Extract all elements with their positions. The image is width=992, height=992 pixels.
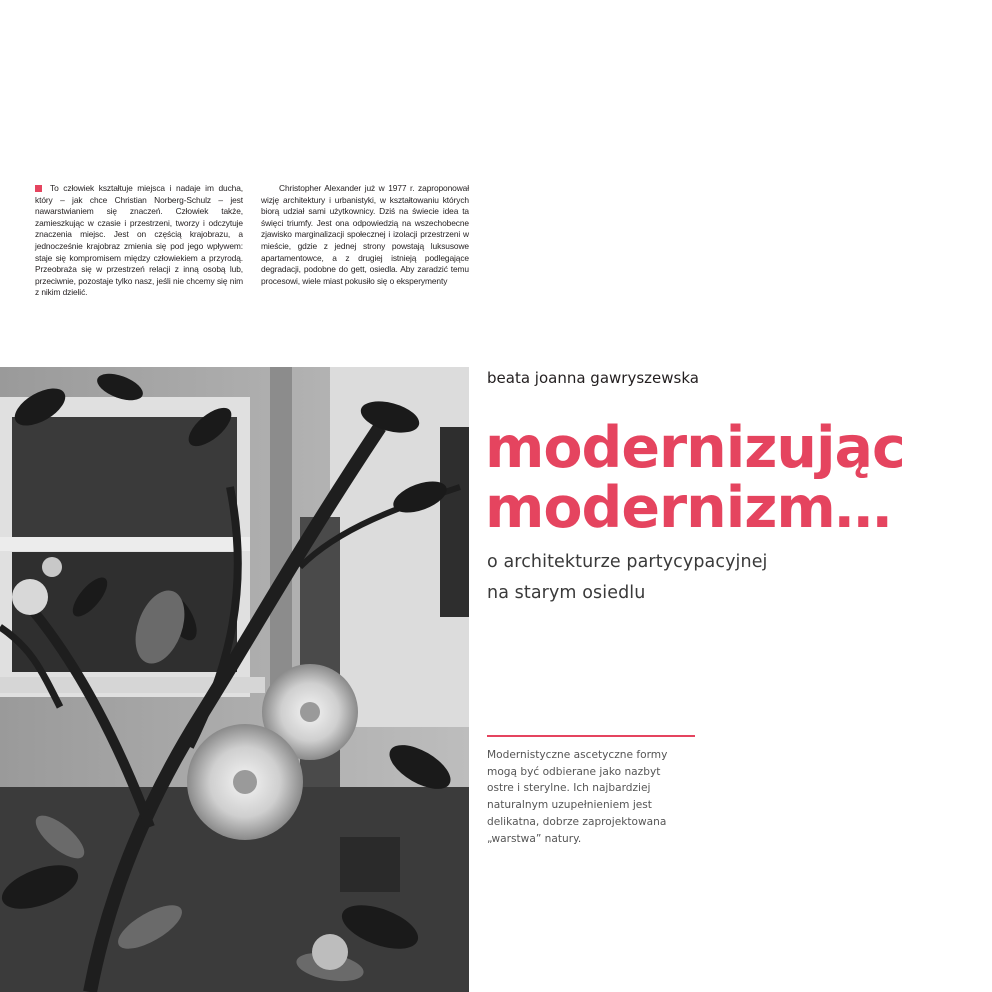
caption-divider xyxy=(487,735,695,737)
body-column-2 xyxy=(261,183,469,287)
caption-line: mogą być odbierane jako nazbyt xyxy=(487,765,661,778)
garden-photo xyxy=(0,367,469,992)
article-title-line-1: modernizując xyxy=(485,415,905,481)
article-title-line-2: modernizm… xyxy=(485,475,891,541)
body-column-1-text: To człowiek kształtuje miejsca i nadaje im ducha, który – jak chce Christian Norberg-Schulz – jest nawarstwianiem się znaczeń. Człowiek także, zamieszkując w czasie i przestrzeni, tworzy i odczytuje znaczenia miejsc. Jest on częścią krajobrazu, a jednocześnie krajobraz zmienia się pod jego wpływem: staje się kompromisem między człowiekiem a przyrodą. Przeobraża się w przestrzeń relacji z inną osobą lub, przeciwnie, pozostaje tylko nasz, jeśli nie chcemy się nim z nikim dzielić. xyxy=(35,183,243,298)
article-subtitle-line-2: na starym osiedlu xyxy=(487,583,646,603)
body-column-2-text: Christopher Alexander już w 1977 r. zaproponował wizję architektury i urbanistyki, w kształtowaniu których biorą udział sami użytkownicy. Dziś na świecie idea ta święci triumfy. Jest ona odpowiedzią na wszechobecne zjawisko marginalizacji społecznej i izolacji przestrzeni w mieście, gdzie z jednej strony powstają luksusowe apartamentowce, a z drugiej istnieją podlegające degradacji, podobne do gett, osiedla. Aby zaradzić temu procesowi, wiele miast pokusiło się o eksperymenty xyxy=(261,183,469,286)
photo-caption xyxy=(487,747,697,847)
body-column-1 xyxy=(35,183,243,299)
caption-line: „warstwa” natury. xyxy=(487,832,582,845)
caption-line: naturalnym uzupełnieniem jest xyxy=(487,799,652,812)
article-title xyxy=(485,415,965,541)
caption-line: delikatna, dobrze zaprojektowana xyxy=(487,815,667,828)
section-bullet-icon xyxy=(35,185,42,192)
article-subtitle-line-1: o architekturze partycypacyjnej xyxy=(487,552,768,572)
caption-line: Modernistyczne ascetyczne formy xyxy=(487,749,668,761)
caption-line: ostre i sterylne. Ich najbardziej xyxy=(487,782,651,795)
article-subtitle xyxy=(487,547,768,609)
article-author: beata joanna gawryszewska xyxy=(487,369,699,387)
